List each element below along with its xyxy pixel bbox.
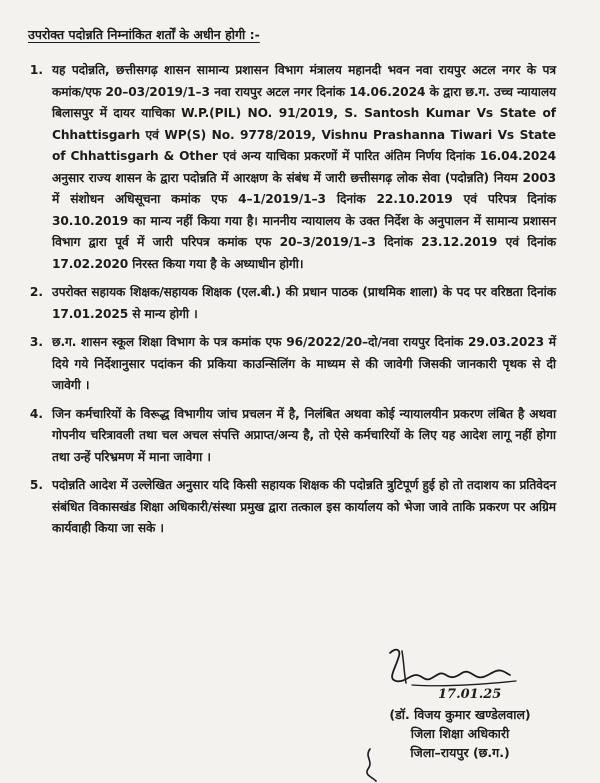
clause-number: 2. (29, 285, 43, 299)
clause-number: 3. (29, 335, 43, 349)
clause-item (22, 404, 556, 469)
clause-text: यह पदोन्नति, छत्तीसगढ़ शासन सामान्य प्रशासन विभाग मंत्रालय महानदी भवन नवा रायपुर अटल नगर के पत्र कमांक/एफ 20–03/2019/1–3 नवा रायपुर अटल नगर दिनांक 14.06.2024 के द्वारा छ.ग. उच्च न्यायालय बिलासपुर में दायर याचिका W.P.(PIL) NO. 91/2019, S. Santosh Kumar Vs State of Chhattisgarh एवं WP(S) No. 9778/2019, Vishnu Prashanna Tiwari Vs State of Chhattisgarh & Other एवं अन्य याचिका प्रकरणों में पारित अंतिम निर्णय दिनांक 16.04.2024 अनुसार राज्य शासन के द्वारा पदोन्नति में आरक्षण के संबंध में जारी छत्तीसगढ़ लोक सेवा (पदोन्नति) नियम 2003 में संशोधन अधिसूचना कमांक एफ 4–1/2019/1–3 दिनांक 22.10.2019 एवं परिपत्र दिनांक 30.10.2019 का मान्य नहीं किया गया है। माननीय न्यायालय के उक्त निर्देश के अनुपालन में सामान्य प्रशासन विभाग द्वारा पूर्व में जारी परिपत्र कमांक एफ 20–3/2019/1–3 दिनांक 23.12.2019 एवं दिनांक 17.02.2020 निरस्त किया गया है के अध्याधीन होगी। (52, 63, 556, 271)
clause-item (22, 60, 556, 275)
signatory-office: जिला–रायपुर (छ.ग.) (410, 745, 510, 760)
clause-text: जिन कर्मचारियों के विरूद्ध विभागीय जांच प्रचलन में है, निलंबित अथवा कोई न्यायालयीन प्रकरण लंबित है अथवा गोपनीय चरित्रावली तथा चल अचल संपत्ति अप्राप्त/अन्य है, तो ऐसे कर्मचारियों के लिए यह आदेश लागू नहीं होगा तथा उन्हें परिभ्रमण में माना जावेगा । (52, 406, 556, 464)
clause-number: 4. (29, 406, 43, 421)
clause-item (22, 282, 556, 325)
conditions-heading: उपरोक्त पदोन्नति निम्नांकित शर्तों के अधीन होगी :- (28, 27, 260, 42)
clause-number: 5. (29, 478, 43, 492)
handwritten-signature (382, 645, 522, 689)
initial-mark (360, 747, 380, 783)
signatory-name: (डॉ. विजय कुमार खण्डेलवाल) (389, 707, 531, 722)
clause-item (22, 475, 556, 540)
conditions-list (22, 60, 556, 540)
signature-block (360, 645, 560, 762)
signatory-designation: जिला शिक्षा अधिकारी (410, 726, 510, 741)
clause-item (22, 332, 556, 397)
clause-text: उपरोक्त सहायक शिक्षक/सहायक शिक्षक (एल.बी.) की प्रधान पाठक (प्राथमिक शाला) के पद पर वरिष्ठता दिनांक 17.01.2025 से मान्य होगी । (52, 285, 556, 321)
signature-date: 17.01.25 (438, 687, 502, 702)
clause-text: पदोन्नति आदेश में उल्लेखित अनुसार यदि किसी सहायक शिक्षक की पदोन्नति त्रुटिपूर्ण हुई हो तो तदाशय का प्रतिवेदन संबंधित विकासखंड शिक्षा अधिकारी/संस्था प्रमुख द्वारा तत्काल इस कार्यालय को भेजा जावे ताकि प्रकरण पर अग्रिम कार्यवाही किया जा सके । (52, 478, 556, 535)
clause-number: 1. (29, 63, 43, 77)
clause-text: छ.ग. शासन स्कूल शिक्षा विभाग के पत्र कमांक एफ 96/2022/20–दो/नवा रायपुर दिनांक 29.03.2023 में दिये गये निर्देशानुसार पदांकन की प्रकिया काउन्सिलिंग के माध्यम से की जावेगी जिसकी जानकारी पृथक से दी जावेगी । (52, 335, 556, 392)
